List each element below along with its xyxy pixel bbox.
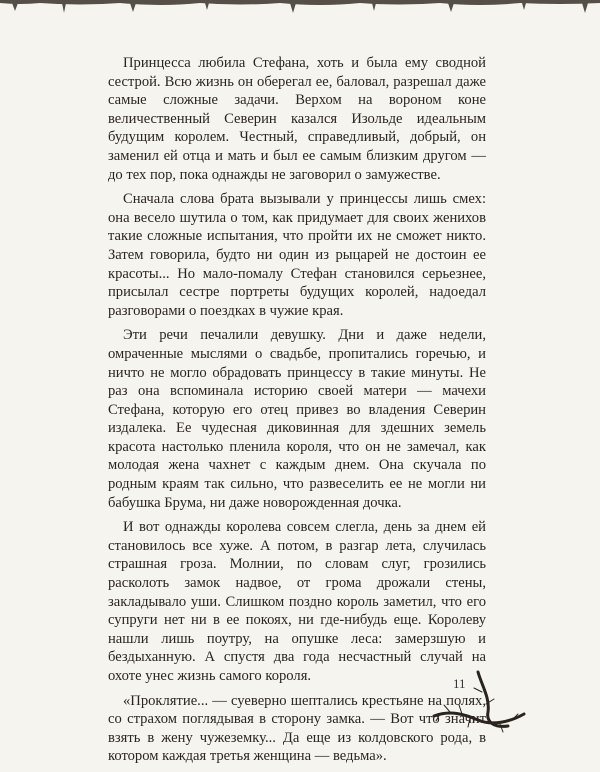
thorny-branch-ornament	[420, 664, 530, 734]
paragraph: Принцесса любила Стефана, хоть и была ему сводной сестрой. Всю жизнь он оберегал ее, баловал, разрешал даже самые сложные задачи. Верхом на вороном коне величественный Северин казался Изольде идеальным будущим королем. Честный, справедливый, добрый, он заменил ей отца и мать и был ее самым близким другом — до тех пор, пока однажды не заговорил о замужестве.	[108, 55, 486, 183]
paragraph: Сначала слова брата вызывали у принцессы лишь смех: она весело шутила о том, как придумает для своих женихов такие сложные испытания, что пройти их не сможет никто. Затем говорила, будто ни один из рыцарей не достоин ее красоты... Но мало-помалу Стефан становился серьезнее, присылал сестре портреты будущих королей, надоедал разговорами о поездках в чужие края.	[108, 191, 486, 319]
paragraph: И вот однажды королева совсем слегла, день за днем ей становилось все хуже. А потом, в разгар лета, случилась страшная гроза. Молнии, по словам слуг, грозились расколоть замок надвое, от грома дрожали стены, закладывало уши. Слишком поздно король заметил, что его супруги нет ни в ее покоях, ни где-нибудь еще. Королеву нашли лишь поутру, на опушке леса: замерзшую и бездыханную. А спустя два года несчастный случай на охоте унес жизнь самого короля.	[108, 519, 486, 684]
paragraph: «Проклятие... — суеверно шептались крестьяне на полях, со страхом поглядывая в сторону замка. — Вот что значит взять в жену чужеземку... Да еще из колдовского рода, в котором каждая третья женщина — ведьма».	[108, 692, 486, 765]
decorative-top-border	[0, 0, 600, 16]
page-number: 11	[453, 676, 466, 691]
paragraph: Эти речи печалили девушку. Дни и даже недели, омраченные мыслями о свадьбе, пропитались горечью, и ничто не могло обрадовать принцессу в такие минуты. Не раз она вспоминала историю своей матери — мачехи Стефана, которую его отец привез во владения Северин издалека. Ее чудесная диковинная для здешних земель красота настолько пленила короля, что он не замечал, как молодая жена чахнет с каждым днем. Она скучала по родным краям так сильно, что развеселить ее не могли ни бабушка Брума, ни даже новорожденная дочка.	[108, 327, 486, 511]
